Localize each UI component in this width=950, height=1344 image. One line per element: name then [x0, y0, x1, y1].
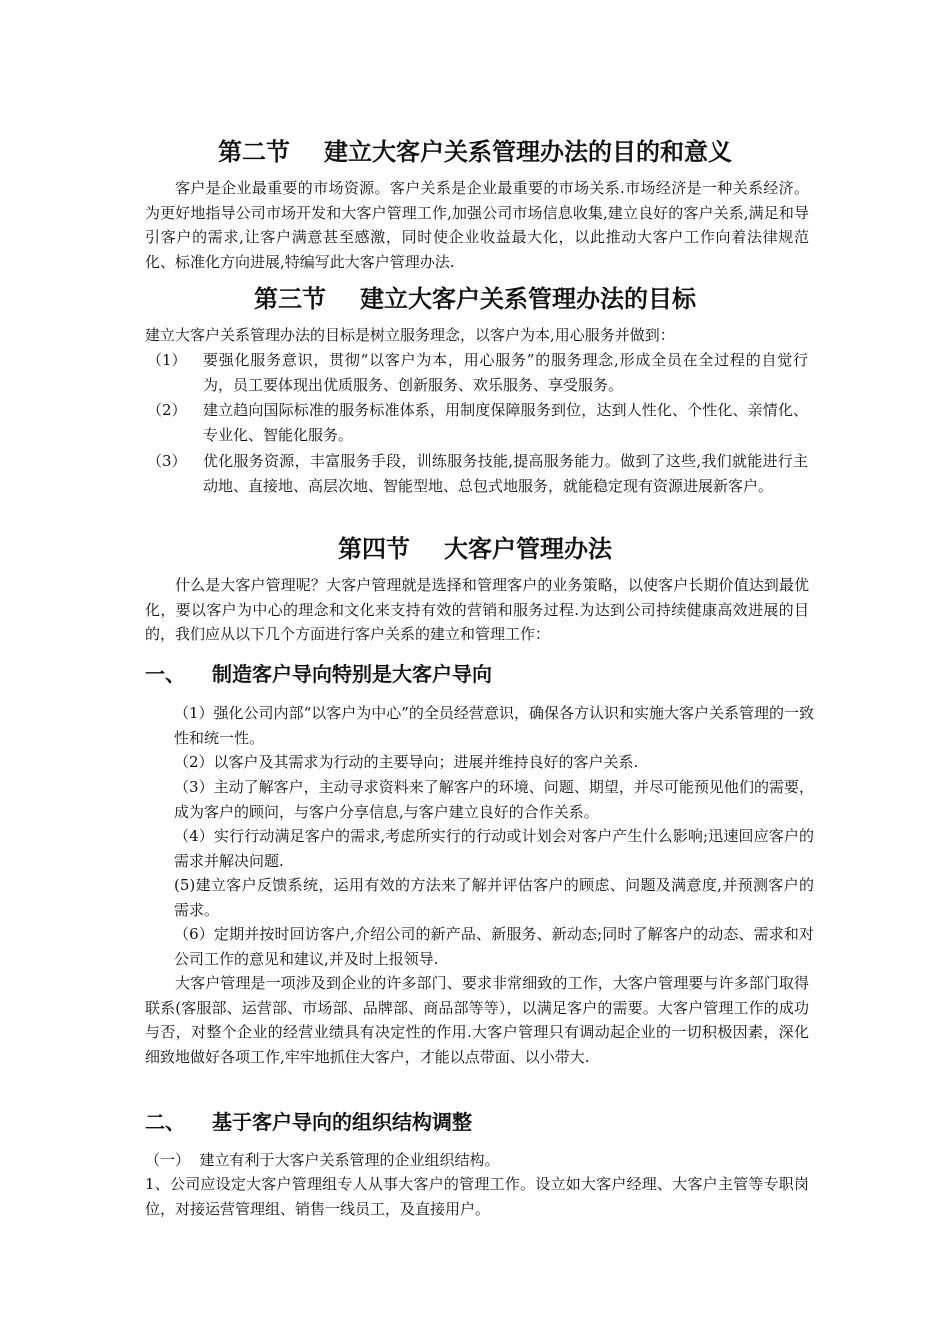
part1-item-4: （4）实行行动满足客户的需求,考虑所实行的行动或计划会对客户产生什么影响;迅速回应客户的需求并解决问题.: [174, 827, 814, 870]
goal-item-1: [145, 348, 810, 397]
goal-item-3-mark: （3）: [147, 452, 187, 470]
part2-subheading-1: （一） 建立有利于大客户关系管理的企业组织结构。: [145, 1151, 500, 1169]
section2-number: 第二节: [218, 138, 290, 166]
section4-title: 大客户管理办法: [444, 535, 612, 563]
section3-title: 建立大客户关系管理办法的目标: [360, 285, 696, 313]
part1-item-3: （3）主动了解客户，主动寻求资料来了解客户的环境、问题、期望，并尽可能预见他们的需要，成为客户的顾问，与客户分享信息,与客户建立良好的合作关系。: [174, 778, 814, 821]
goal-item-3: [145, 449, 810, 498]
goal-item-1-mark: （1）: [147, 351, 187, 369]
section4-number: 第四节: [338, 535, 410, 563]
part1-item-2: （2）以客户及其需求为行动的主要导向；进展并维持良好的客户关系.: [174, 753, 639, 771]
part1-title: 制造客户导向特别是大客户导向: [212, 662, 492, 686]
goal-item-2-text: 建立趋向国际标准的服务标准体系，用制度保障服务到位，达到人性化、个性化、亲情化、专业化、智能化服务。: [203, 401, 808, 444]
section2-paragraph: 客户是企业最重要的市场资源。客户关系是企业最重要的市场关系.市场经济是一种关系经济。为更好地指导公司市场开发和大客户管理工作,加强公司市场信息收集,建立良好的客户关系,满足和导引客户的需求,让客户满意甚至感激，同时使企业收益最大化，以此推动大客户工作向着法律规范化、标准化方向进展,特编写此大客户管理办法.: [145, 179, 809, 271]
section3-number: 第三节: [254, 285, 326, 313]
section3-intro: 建立大客户关系管理办法的目标是树立服务理念，以客户为本,用心服务并做到：: [145, 326, 675, 344]
part2-heading: [145, 1109, 472, 1135]
part1-heading: [145, 661, 492, 687]
part2-item-1: 1、公司应设定大客户管理组专人从事大客户的管理工作。设立如大客户经理、大客户主管等专职岗位，对接运营管理组、销售一线员工，及直接用户。: [145, 1175, 809, 1218]
part2-number: 二、: [145, 1110, 185, 1134]
section2-heading: [0, 137, 950, 167]
part1-item-6: （6）定期并按时回访客户,介绍公司的新产品、新服务、新动态;同时了解客户的动态、需求和对公司工作的意见和建议,并及时上报领导.: [174, 925, 814, 968]
part1-item-1: （1）强化公司内部“以客户为中心”的全员经营意识，确保各方认识和实施大客户关系管理的一致性和统一性。: [174, 704, 814, 747]
goal-item-2-mark: （2）: [147, 401, 187, 419]
goal-item-2: [145, 398, 810, 447]
section2-title: 建立大客户关系管理办法的目的和意义: [324, 138, 732, 166]
part1-number: 一、: [145, 662, 185, 686]
section4-paragraph: 什么是大客户管理呢？大客户管理就是选择和管理客户的业务策略，以使客户长期价值达到最优化，要以客户为中心的理念和文化来支持有效的营销和服务过程.为达到公司持续健康高效进展的目的，我们应从以下几个方面进行客户关系的建立和管理工作：: [145, 576, 809, 643]
part1-summary: 大客户管理是一项涉及到企业的许多部门、要求非常细致的工作，大客户管理要与许多部门取得联系(客服部、运营部、市场部、品牌部、商品部等等），以满足客户的需要。大客户管理工作的成功与否，对整个企业的经营业绩具有决定性的作用.大客户管理只有调动起企业的一切积极因素，深化细致地做好各项工作,牢牢地抓住大客户，才能以点带面、以小带大.: [145, 974, 809, 1066]
part1-item-5: (5)建立客户反馈系统，运用有效的方法来了解并评估客户的顾虑、问题及满意度,并预测客户的需求。: [174, 876, 814, 919]
part2-title: 基于客户导向的组织结构调整: [212, 1110, 472, 1134]
goal-item-3-text: 优化服务资源，丰富服务手段，训练服务技能,提高服务能力。做到了这些,我们就能进行主动地、直接地、高层次地、智能型地、总包式地服务，就能稳定现有资源进展新客户。: [203, 452, 808, 495]
goal-item-1-text: 要强化服务意识，贯彻“以客户为本，用心服务”的服务理念,形成全员在全过程的自觉行为，员工要体现出优质服务、创新服务、欢乐服务、享受服务。: [203, 351, 808, 394]
section3-heading: [0, 284, 950, 314]
section4-heading: [0, 534, 950, 564]
